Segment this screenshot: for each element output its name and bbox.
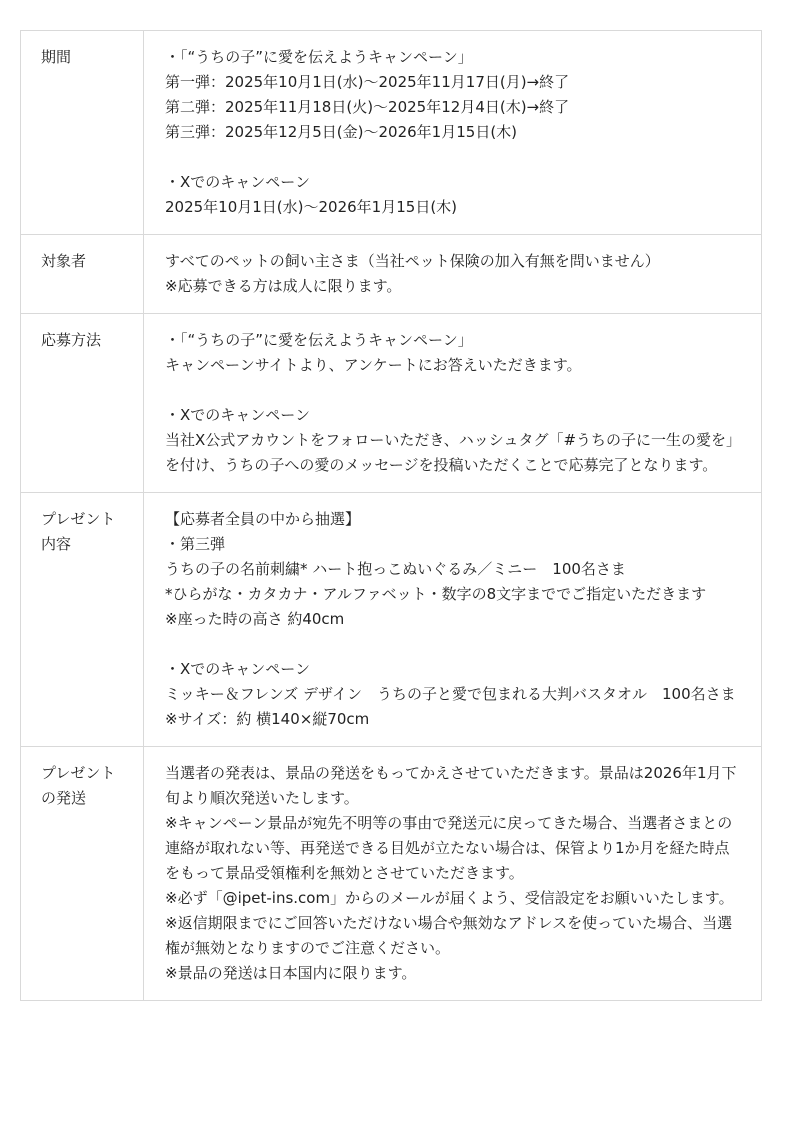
content-line: ・「“うちの子”に愛を伝えようキャンペーン」 bbox=[165, 331, 473, 349]
row-label: 応募方法 bbox=[21, 314, 144, 493]
table-row-prize-shipping bbox=[21, 747, 762, 1001]
row-content bbox=[144, 747, 762, 1001]
table-row-period bbox=[21, 31, 762, 235]
content-line bbox=[165, 145, 743, 170]
content-line: 当社X公式アカウントをフォローいただき、ハッシュタグ「#うちの子に一生の愛を」を付け、うちの子への愛のメッセージを投稿いただくことで応募完了となります。 bbox=[165, 431, 742, 474]
content-line: ※景品の発送は日本国内に限ります。 bbox=[165, 964, 417, 982]
content-line: 当選者の発表は、景品の発送をもってかえさせていただきます。景品は2026年1月下旬より順次発送いたします。 bbox=[165, 764, 737, 807]
table-row-prize-details bbox=[21, 493, 762, 747]
content-line: ※返信期限までにご回答いただけない場合や無効なアドレスを使っていた場合、当選権が無効となりますのでご注意ください。 bbox=[165, 914, 733, 957]
content-line: 2025年10月1日(水)〜2026年1月15日(木) bbox=[165, 198, 458, 216]
content-line: ※座った時の高さ 約40cm bbox=[165, 610, 345, 628]
row-label: プレゼント内容 bbox=[21, 493, 144, 747]
content-line: ※必ず「@ipet-ins.com」からのメールが届くよう、受信設定をお願いいたします。 bbox=[165, 889, 734, 907]
content-line: ※応募できる方は成人に限ります。 bbox=[165, 277, 402, 295]
content-line: *ひらがな・カタカナ・アルファベット・数字の8文字まででご指定いただきます bbox=[165, 585, 707, 603]
content-line: ・Xでのキャンペーン bbox=[165, 406, 310, 424]
table-row-eligibility bbox=[21, 235, 762, 314]
content-line: ・Xでのキャンペーン bbox=[165, 173, 310, 191]
content-line: 第二弾：2025年11月18日(火)〜2025年12月4日(木)→終了 bbox=[165, 98, 570, 116]
content-line: うちの子の名前刺繍* ハート抱っこぬいぐるみ／ミニー 100名さま bbox=[165, 560, 626, 578]
row-content bbox=[144, 493, 762, 747]
row-content bbox=[144, 235, 762, 314]
table-row-how-to-apply bbox=[21, 314, 762, 493]
row-label: 期間 bbox=[21, 31, 144, 235]
content-line bbox=[165, 632, 743, 657]
table-body bbox=[21, 31, 762, 1001]
content-line bbox=[165, 378, 743, 403]
content-line: 第一弾：2025年10月1日(水)〜2025年11月17日(月)→終了 bbox=[165, 73, 570, 91]
content-line: ※サイズ：約 横140×縦70cm bbox=[165, 710, 370, 728]
content-line: 第三弾：2025年12月5日(金)〜2026年1月15日(木) bbox=[165, 123, 518, 141]
content-line: ・「“うちの子”に愛を伝えようキャンペーン」 bbox=[165, 48, 473, 66]
content-line: ・Xでのキャンペーン bbox=[165, 660, 310, 678]
campaign-details-table bbox=[20, 30, 762, 1001]
content-line: ※キャンペーン景品が宛先不明等の事由で発送元に戻ってきた場合、当選者さまとの連絡が取れない等、再発送できる目処が立たない場合は、保管より1か月を経た時点をもって景品受領権利を無効とさせていただきます。 bbox=[165, 814, 733, 882]
content-line: ・第三弾 bbox=[165, 535, 226, 553]
row-label: プレゼントの発送 bbox=[21, 747, 144, 1001]
row-content bbox=[144, 31, 762, 235]
content-line: ミッキー＆フレンズ デザイン うちの子と愛で包まれる大判バスタオル 100名さま bbox=[165, 685, 736, 703]
row-content bbox=[144, 314, 762, 493]
content-line: キャンペーンサイトより、アンケートにお答えいただきます。 bbox=[165, 356, 582, 374]
row-label: 対象者 bbox=[21, 235, 144, 314]
content-line: すべてのペットの飼い主さま（当社ペット保険の加入有無を問いません） bbox=[165, 252, 660, 270]
content-line: 【応募者全員の中から抽選】 bbox=[165, 510, 361, 528]
